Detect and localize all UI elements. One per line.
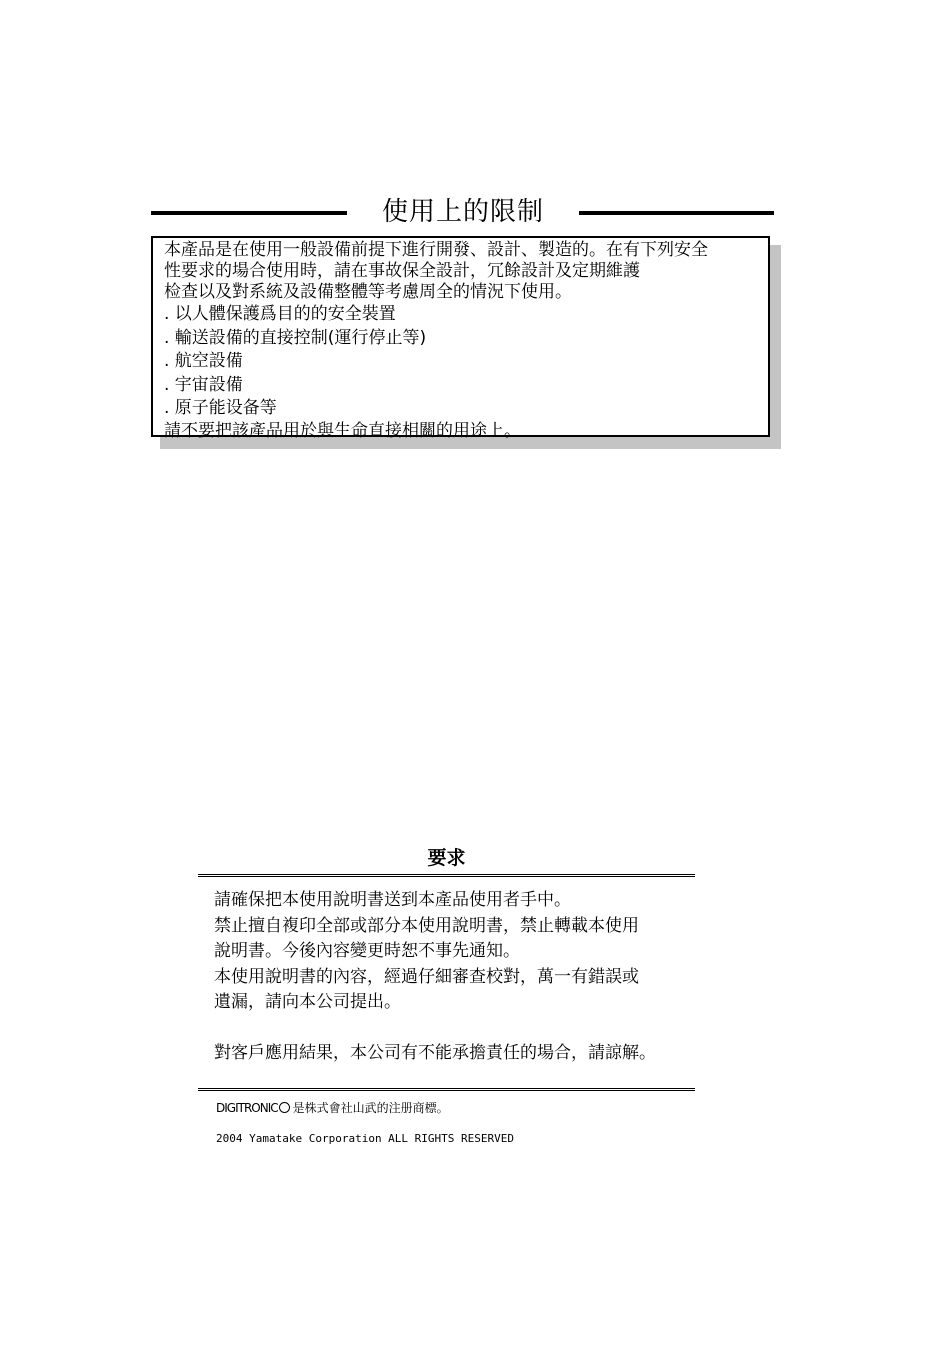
restrictions-title: 使用上的限制 — [381, 197, 544, 227]
restrictions-header — [151, 194, 774, 230]
request-top-rule — [198, 874, 695, 877]
intro-line: 性要求的場合使用時，請在事故保全設計，冗餘設計及定期維護 — [164, 261, 640, 281]
request-bottom-rule — [198, 1088, 695, 1091]
request-closing: 對客戶應用結果，本公司有不能承擔責任的場合，請諒解。 — [214, 1042, 656, 1063]
request-line: 遺漏，請向本公司提出。 — [214, 992, 401, 1012]
restriction-item: . 以人體保護爲目的的安全裝置 — [164, 304, 396, 324]
title-rule-right — [579, 211, 774, 215]
request-title: 要求 — [427, 847, 466, 869]
request-line: 禁止擅自複印全部或部分本使用說明書，禁止轉載本使用 — [214, 915, 639, 936]
request-line: 請確保把本使用說明書送到本產品使用者手中。 — [214, 890, 571, 910]
title-rule-left — [151, 211, 347, 215]
trademark-brand: DIGITRONIC — [216, 1101, 278, 1115]
copyright-notice: 2004 Yamatake Corporation ALL RIGHTS RESERVED — [216, 1132, 515, 1145]
paragraph-gap — [214, 1016, 694, 1041]
restriction-item: . 輸送設備的直接控制(運行停止等) — [164, 327, 427, 348]
trademark-notice — [216, 1099, 449, 1117]
request-line: 說明書。今後內容變更時恕不事先通知。 — [214, 941, 520, 961]
intro-line: 本產品是在使用一般設備前提下進行開發、設計、製造的。在有下列安全 — [164, 240, 708, 260]
restriction-item: . 宇宙設備 — [164, 374, 243, 395]
trademark-text: 是株式會社山武的注册商標。 — [292, 1101, 449, 1115]
intro-line: 检查以及對系統及設備整體等考慮周全的情況下使用。 — [164, 282, 572, 302]
restrictions-box — [151, 236, 770, 441]
request-line: 本使用說明書的內容，經過仔細審查校對，萬一有錯誤或 — [214, 966, 639, 987]
registered-mark-icon — [279, 1102, 290, 1113]
restriction-item: . 航空設備 — [164, 351, 243, 371]
restrictions-closing: 請不要把該產品用於與生命直接相關的用途上。 — [164, 420, 521, 441]
restriction-item: . 原子能设备等 — [164, 398, 277, 418]
request-body — [214, 888, 694, 1066]
